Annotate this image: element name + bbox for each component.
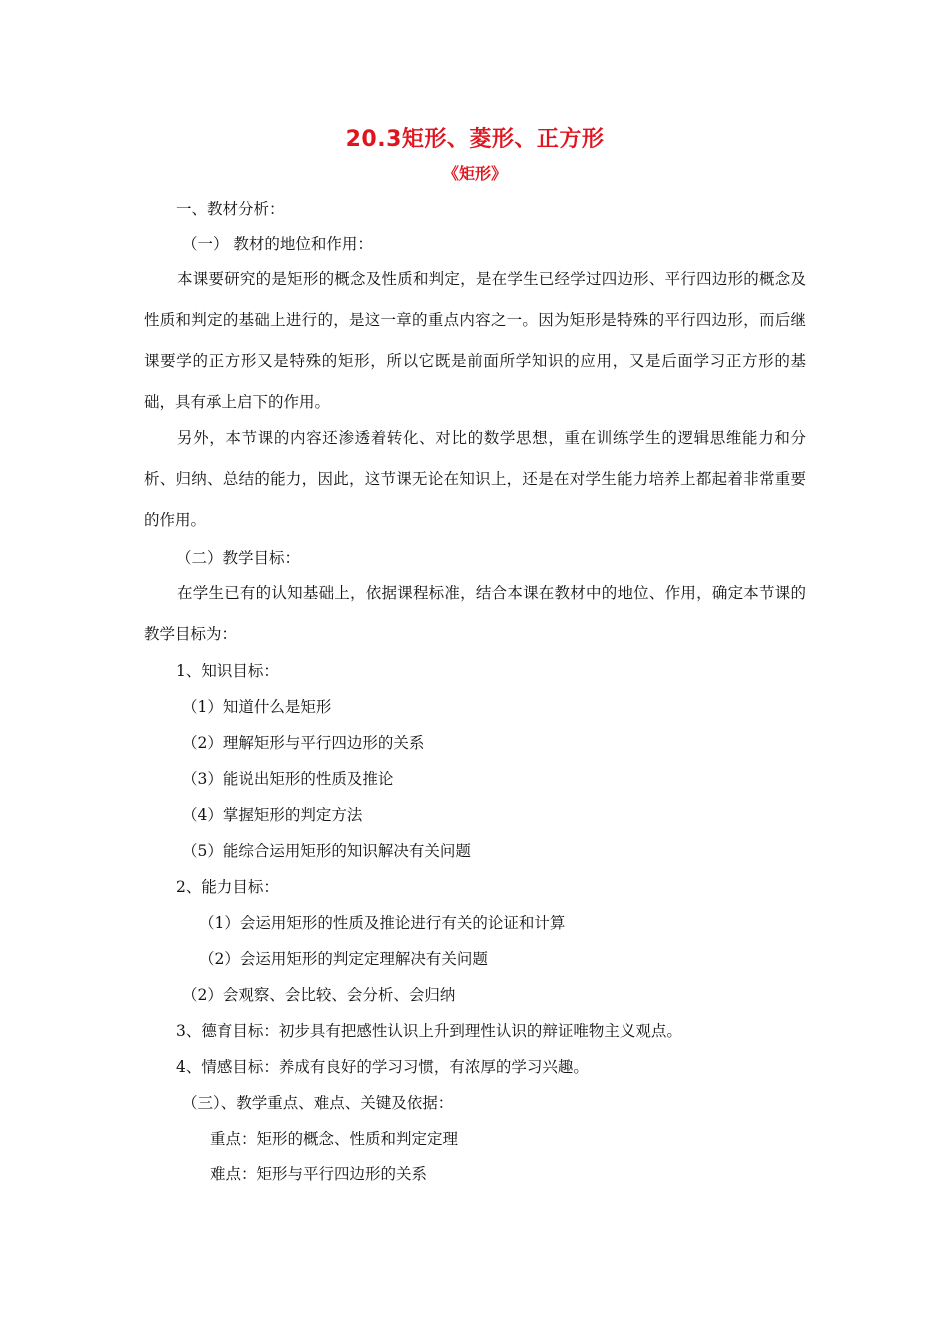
knowledge-goal-heading: 1、知识目标： [176, 662, 279, 680]
knowledge-item: （2）理解矩形与平行四边形的关系 [182, 734, 425, 752]
subsection-heading-status: （一） 教材的地位和作用： [182, 235, 373, 253]
subsection-heading-goals: （二）教学目标： [176, 549, 301, 567]
knowledge-item: （4）掌握矩形的判定方法 [182, 806, 363, 824]
ability-item: （1）会运用矩形的性质及推论进行有关的论证和计算 [199, 914, 566, 932]
document-subtitle: 《矩形》 [442, 164, 507, 183]
paragraph-status: 本课要研究的是矩形的概念及性质和判定，是在学生已经学过四边形、平行四边形的概念及性质和判定的基础上进行的，是这一章的重点内容之一。因为矩形是特殊的平行四边形，而后继课要学的正方形又是特殊的矩形，所以它既是前面所学知识的应用，又是后面学习正方形的基础，具有承上启下的作用。 [144, 270, 806, 411]
ability-item: （2）会观察、会比较、会分析、会归纳 [182, 986, 456, 1004]
knowledge-item: （3）能说出矩形的性质及推论 [182, 770, 394, 788]
section-heading-analysis: 一、教材分析： [176, 200, 285, 218]
difficult-point: 难点：矩形与平行四边形的关系 [210, 1165, 428, 1183]
knowledge-item: （1）知道什么是矩形 [182, 698, 332, 716]
paragraph-goals-intro: 在学生已有的认知基础上，依据课程标准，结合本课在教材中的地位、作用，确定本节课的教学目标为： [144, 584, 806, 643]
document-title: 20.3矩形、菱形、正方形 [345, 127, 605, 152]
subsection-heading-key-points: （三）、教学重点、难点、关键及依据： [182, 1094, 454, 1112]
knowledge-item: （5）能综合运用矩形的知识解决有关问题 [182, 842, 471, 860]
emotion-goal: 4、情感目标：养成有良好的学习习惯，有浓厚的学习兴趣。 [176, 1058, 589, 1076]
moral-goal: 3、德育目标：初步具有把感性认识上升到理性认识的辩证唯物主义观点。 [176, 1022, 682, 1040]
key-point: 重点：矩形的概念、性质和判定定理 [210, 1130, 459, 1148]
paragraph-method: 另外，本节课的内容还渗透着转化、对比的数学思想，重在训练学生的逻辑思维能力和分析、归纳、总结的能力，因此，这节课无论在知识上，还是在对学生能力培养上都起着非常重要的作用。 [144, 429, 806, 529]
ability-item: （2）会运用矩形的判定定理解决有关问题 [199, 950, 488, 968]
ability-goal-heading: 2、能力目标： [176, 878, 279, 896]
